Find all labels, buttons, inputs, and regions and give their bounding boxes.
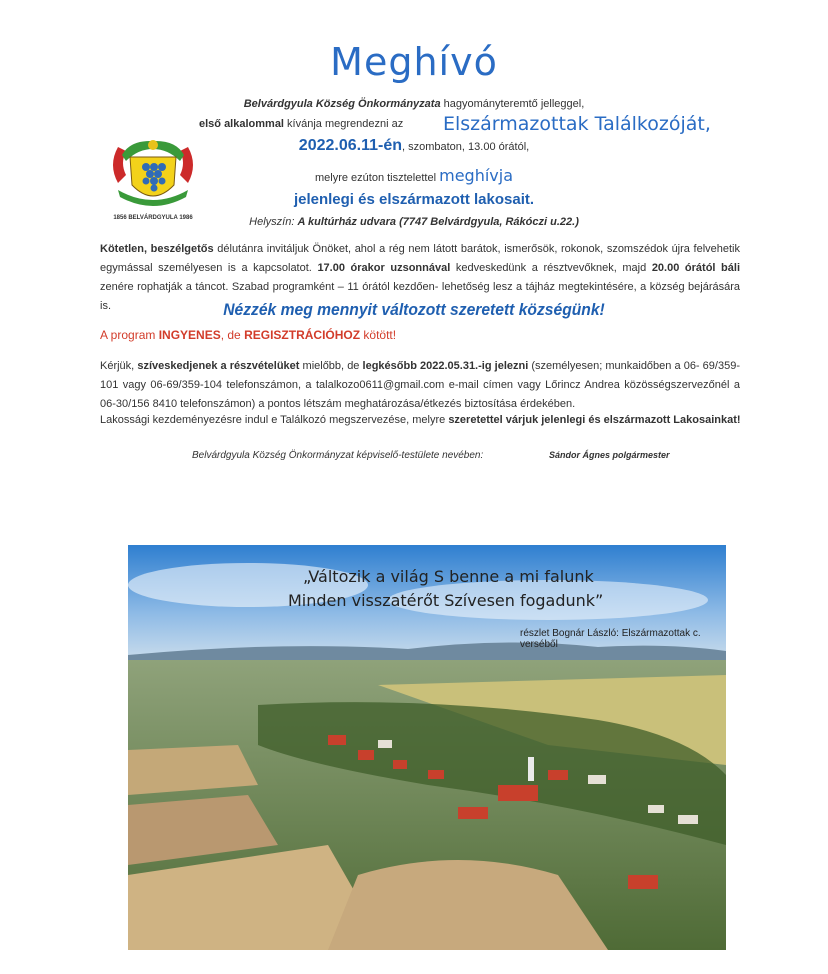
page-title: Meghívó (330, 40, 498, 84)
p1-b: kedveskedünk a résztvevőknek, majd (450, 262, 652, 274)
date-line (0, 137, 828, 155)
p2-b: szíveskedjenek a részvételüket (137, 360, 300, 372)
poem-quote-line-1: „Változik a világ S benne a mi falunk (303, 567, 594, 586)
venue-text: A kultúrház udvara (7747 Belvárdgyula, Rákóczi u.22.) (297, 216, 579, 228)
slogan: Nézzék meg mennyit változott szeretett községünk! (223, 300, 605, 319)
event-date-rest: , szombaton, 13.00 órától, (402, 141, 530, 153)
poem-credit: részlet Bognár László: Elszármazottak c. verséből (520, 628, 701, 650)
free-e: kötött! (360, 328, 397, 342)
invite-word: meghívja (439, 166, 513, 185)
audience-line (0, 191, 828, 209)
invite-pre: melyre ezúton tisztelettel (314, 172, 440, 184)
poem-quote-line-2: Minden visszatérőt Szívesen fogadunk” (288, 591, 604, 610)
paragraph-registration (100, 357, 740, 414)
intro-line-2 (199, 118, 403, 130)
p1-c-bold: 20.00 órától báli (651, 262, 740, 274)
p1-b-bold: 17.00 órakor uzsonnával (317, 262, 451, 274)
venue-label: Helyszín: (249, 216, 298, 228)
intro-line-2-rest: kívánja megrendezni az (284, 118, 404, 130)
p3-a: Lakossági kezdeményezésre indul e Találkozó megszervezése, melyre (100, 414, 449, 426)
free-a: A program (100, 328, 159, 342)
free-b: INGYENES (158, 328, 221, 342)
intro-line-1-rest: hagyományteremtő jelleggel, (440, 98, 585, 110)
p1-bold: Kötetlen, beszélgetős (100, 243, 214, 255)
free-notice (100, 328, 396, 342)
signature-left: Belvárdgyula Község Önkormányzat képviselő-testülete nevében: (192, 450, 484, 461)
invite-line (0, 166, 828, 185)
p1-a: délutánra invitáljuk Önöket, ahol a rég nem látott barátok, ismerősök, rokonok, szomszédok újra felvehetik egymással személyesen is a kapcsolatot. (100, 243, 740, 274)
p2-a: Kérjük, (100, 360, 138, 372)
free-d: REGISZTRÁCIÓHOZ (244, 328, 361, 342)
organizer-name: Belvárdgyula Község Önkormányzata (243, 98, 441, 110)
signature-right: Sándor Ágnes polgármester (549, 450, 670, 460)
venue-line (0, 216, 828, 228)
event-name: Elszármazottak Találkozóját, (443, 113, 711, 135)
event-date: 2022.06.11-én (298, 137, 402, 154)
p2-c: mielőbb, de (299, 360, 363, 372)
p1-c: zenére rophatják a táncot. Szabad programként – 11 órától kezdően- lehetőség lesz a tájház megtekintésére, a község bejárására is. (100, 281, 740, 312)
audience-text: jelenlegi és elszármazott lakosait (293, 191, 530, 208)
first-time-text: első alkalommal (199, 118, 284, 130)
paragraph-closing (100, 414, 760, 426)
audience-dot: . (529, 191, 535, 208)
free-c: , de (220, 328, 245, 342)
p3-b: szeretettel várjuk jelenlegi és elszármazott Lakosainkat! (448, 414, 741, 426)
logo-caption: 1856 BELVÁRDGYULA 1986 (113, 215, 193, 221)
p2-d: legkésőbb 2022.05.31.-ig jelezni (362, 360, 529, 372)
intro-line-1 (0, 98, 828, 110)
p2-e: (személyesen; munkaidőben a 06- 69/359-101 vagy 06-69/359-104 telefonszámon, a talalkozo0611@gmail.com e-mail címen vagy Lőrincz Andrea közösségszervezőnél a 06-30/156 8410 telefonszámon) a pontos létszám meghatározása/étkezés biztosítása érdekében. (100, 360, 740, 410)
village-aerial-photo (128, 545, 726, 950)
